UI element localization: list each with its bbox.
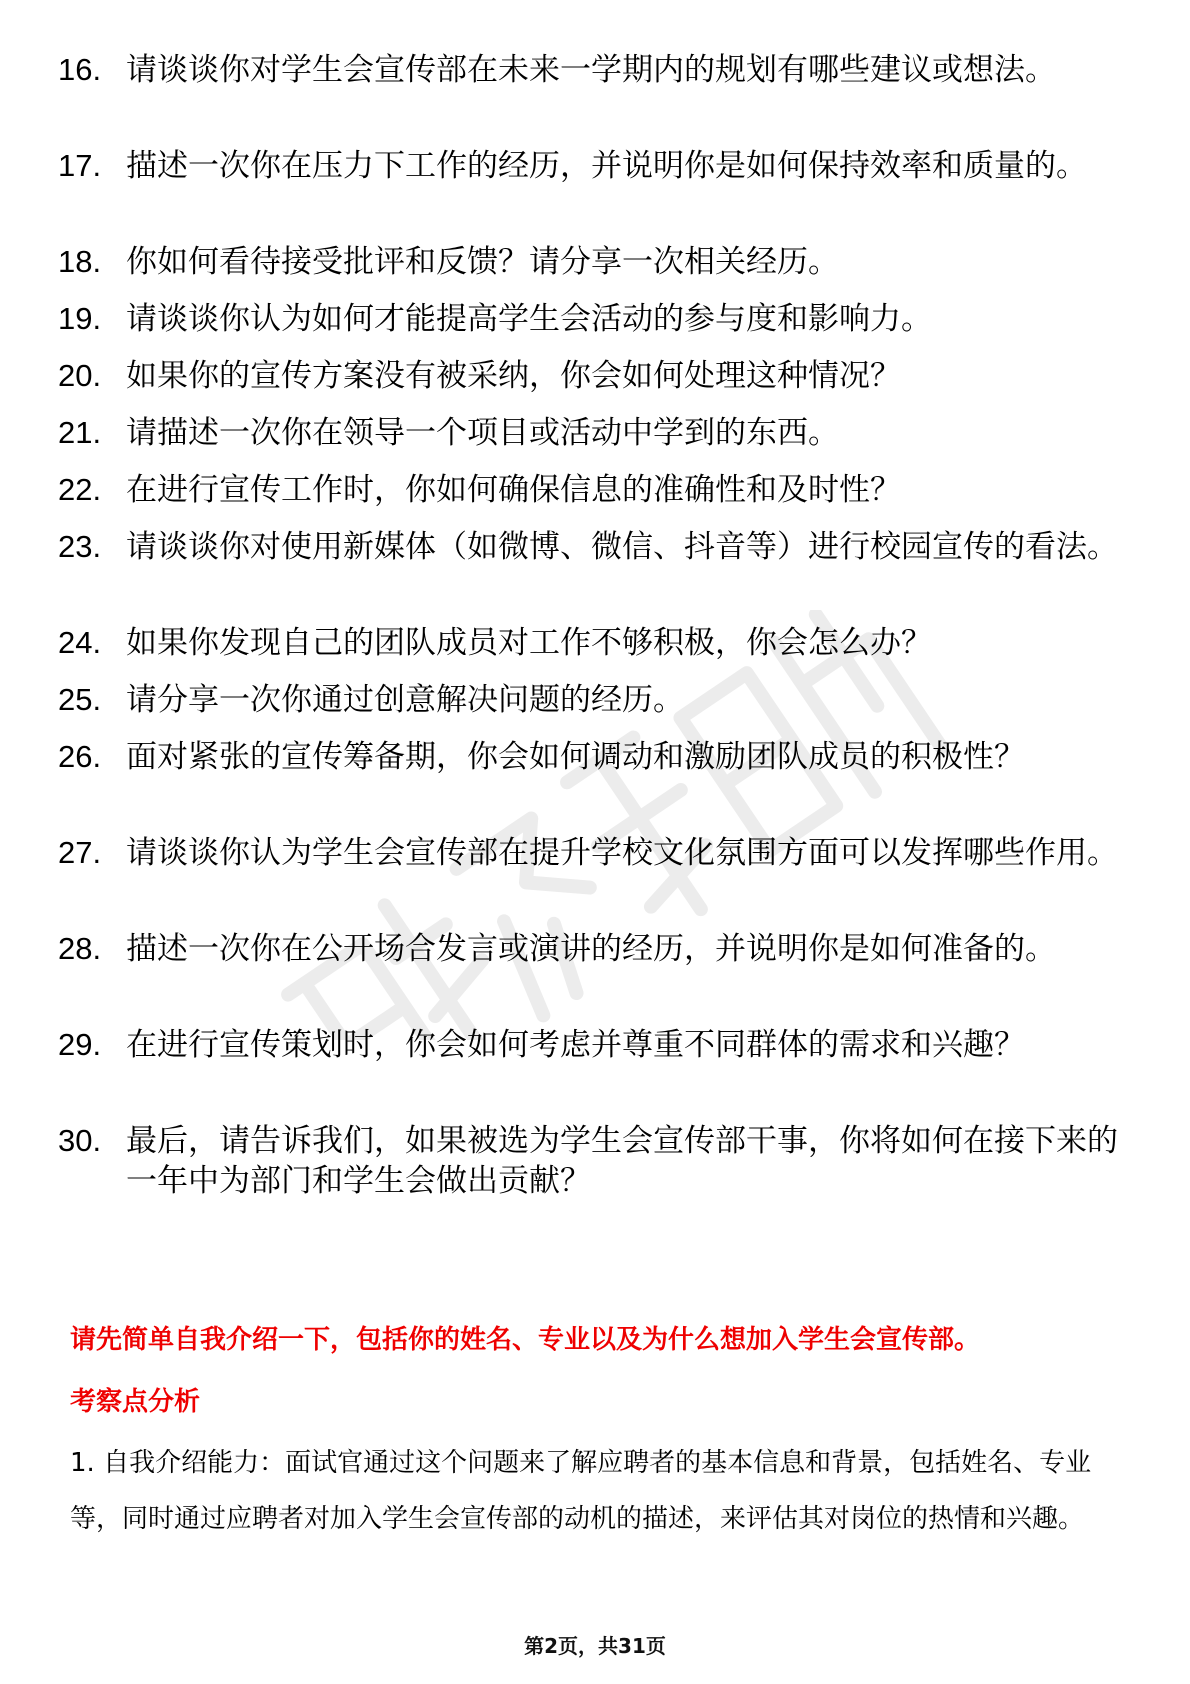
question-text: 请分享一次你通过创意解决问题的经历。 [126,682,684,718]
list-item [58,1121,1118,1201]
list-item [58,50,1118,90]
question-number: 20. [58,358,102,393]
question-text: 请描述一次你在领导一个项目或活动中学到的东西。 [126,415,839,451]
list-item [58,356,1118,396]
question-number: 28. [58,931,102,966]
question-number: 19. [58,301,102,336]
list-item [58,623,1118,663]
analysis-paragraph: 1. 自我介绍能力：面试官通过这个问题来了解应聘者的基本信息和背景，包括姓名、专业等，同时通过应聘者对加入学生会宣传部的动机的描述，来评估其对岗位的热情和兴趣。 [70,1448,1092,1534]
list-item [58,470,1118,510]
question-number: 29. [58,1027,102,1062]
question-number: 21. [58,415,102,450]
question-text: 描述一次你在压力下工作的经历，并说明你是如何保持效率和质量的。 [126,148,1087,184]
list-item [58,680,1118,720]
question-text: 如果你的宣传方案没有被采纳，你会如何处理这种情况？ [126,358,901,394]
question-number: 27. [58,835,102,870]
list-item [58,833,1118,873]
list-item [58,242,1118,282]
question-number: 30. [58,1123,102,1158]
question-text: 如果你发现自己的团队成员对工作不够积极，你会怎么办？ [126,625,932,661]
list-item [58,737,1118,777]
question-text: 请谈谈你对学生会宣传部在未来一学期内的规划有哪些建议或想法。 [126,52,1056,88]
question-number: 23. [58,529,102,564]
question-text: 描述一次你在公开场合发言或演讲的经历，并说明你是如何准备的。 [126,931,1056,967]
question-number: 18. [58,244,102,279]
question-text: 在进行宣传策划时，你会如何考虑并尊重不同群体的需求和兴趣？ [126,1027,1025,1063]
list-item [58,413,1118,453]
list-item [58,299,1118,339]
highlight-question: 请先简单自我介绍一下，包括你的姓名、专业以及为什么想加入学生会宣传部。 [70,1325,981,1355]
question-number: 25. [58,682,102,717]
question-number: 24. [58,625,102,660]
question-number: 26. [58,739,102,774]
question-text: 请谈谈你对使用新媒体（如微博、微信、抖音等）进行校园宣传的看法。 [126,529,1118,565]
question-text: 请谈谈你认为如何才能提高学生会活动的参与度和影响力。 [126,301,932,337]
page-footer: 第2页，共31页 [524,1634,666,1658]
question-text: 你如何看待接受批评和反馈？请分享一次相关经历。 [126,244,839,280]
question-text: 在进行宣传工作时，你如何确保信息的准确性和及时性？ [126,472,901,508]
list-item [58,1025,1118,1065]
watermark-graphic [210,610,1030,1040]
question-text: 最后，请告诉我们，如果被选为学生会宣传部干事，你将如何在接下来的一年中为部门和学生会做出贡献？ [126,1123,1118,1199]
list-item [58,146,1118,186]
question-number: 17. [58,148,102,183]
question-text: 面对紧张的宣传筹备期，你会如何调动和激励团队成员的积极性？ [126,739,1025,775]
analysis-heading: 考察点分析 [70,1387,201,1417]
list-item [58,929,1118,969]
question-text: 请谈谈你认为学生会宣传部在提升学校文化氛围方面可以发挥哪些作用。 [126,835,1118,871]
list-item [58,527,1118,567]
question-number: 16. [58,52,102,87]
question-number: 22. [58,472,102,507]
